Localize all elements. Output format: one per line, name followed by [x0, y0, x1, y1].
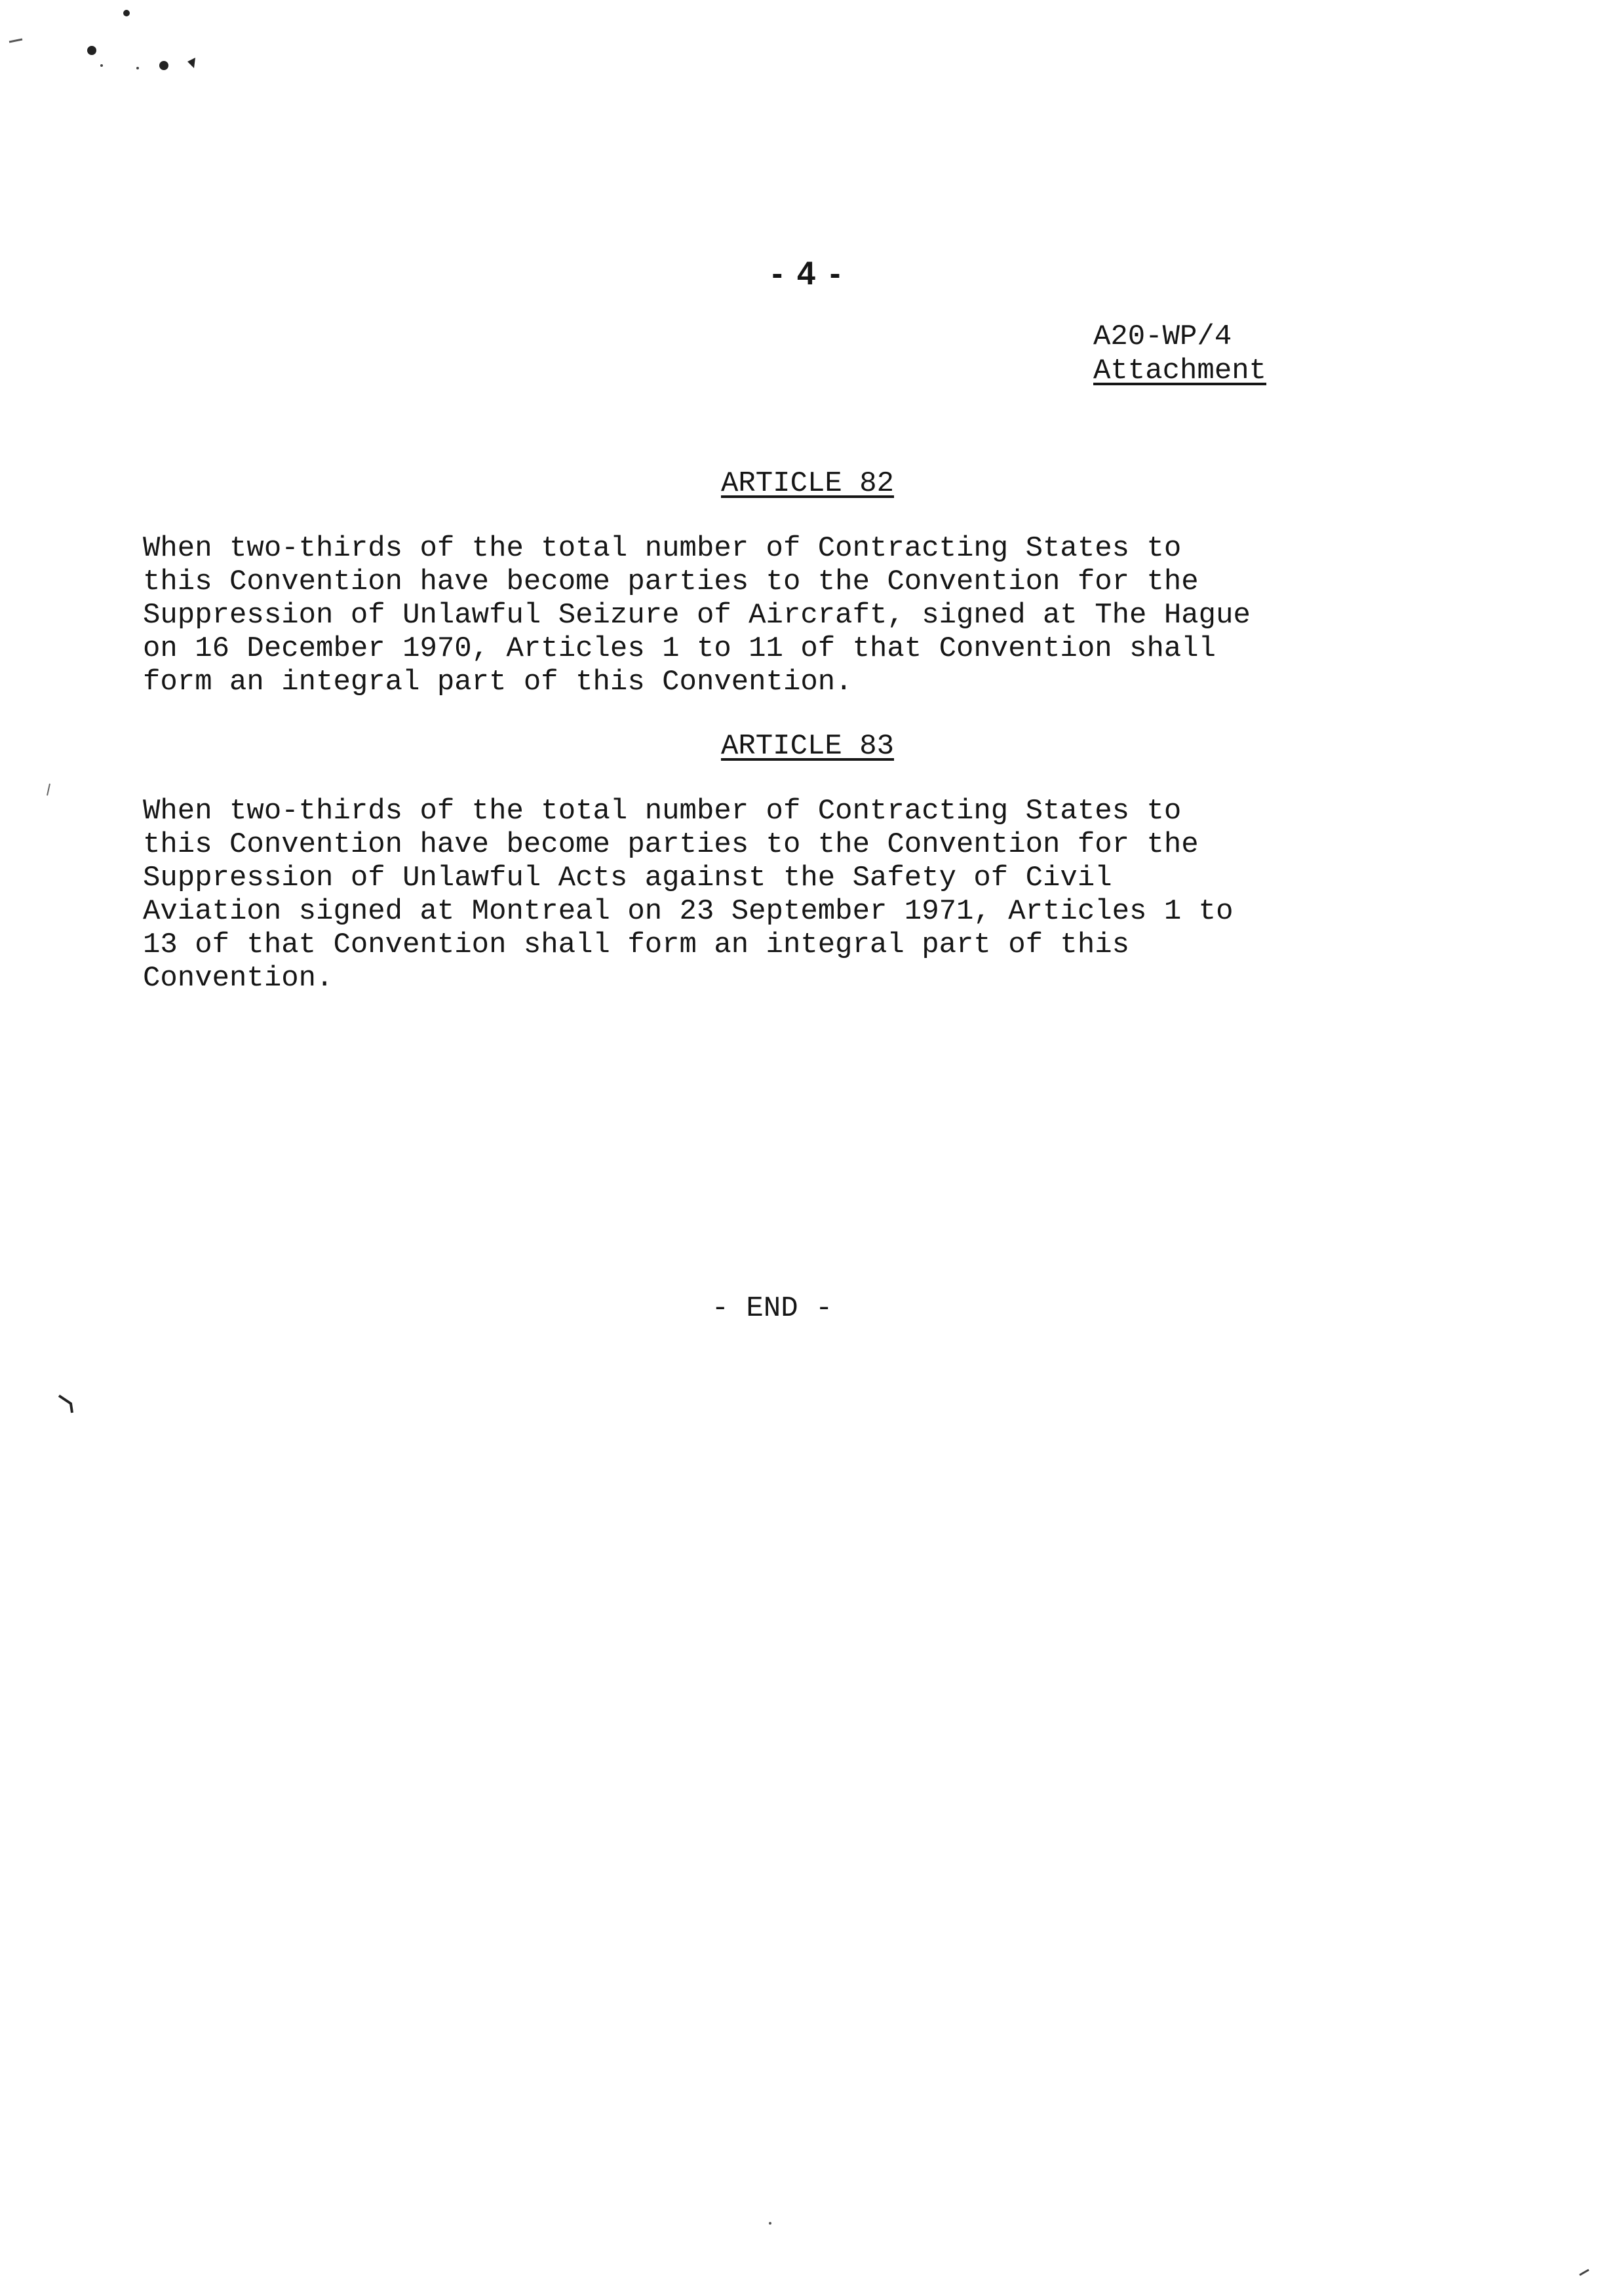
document-reference: [1093, 320, 1266, 388]
document-code: A20-WP/4: [1093, 320, 1232, 353]
article-83-text: [143, 795, 1473, 995]
article-text-line: 13 of that Convention shall form an integral part of this: [143, 928, 1130, 961]
end-marker: - END -: [711, 1292, 833, 1325]
attachment-label: Attachment: [1093, 354, 1267, 387]
article-text-line: Convention.: [143, 962, 334, 995]
article-text-line: Aviation signed at Montreal on 23 September 1971, Articles 1 to: [143, 895, 1234, 928]
article-text-line: When two-thirds of the total number of Contracting States to: [143, 532, 1182, 565]
article-text-line: this Convention have become parties to the Convention for the: [143, 565, 1199, 598]
article-text-line: Suppression of Unlawful Acts against the Safety of Civil: [143, 862, 1112, 894]
page-number: - 4 -: [771, 255, 844, 292]
article-text-line: When two-thirds of the total number of Contracting States to: [143, 795, 1182, 828]
article-text-line: this Convention have become parties to the Convention for the: [143, 828, 1199, 861]
article-82-text: [143, 532, 1473, 699]
article-82-heading: ARTICLE 82: [720, 467, 895, 500]
article-83-heading: ARTICLE 83: [720, 730, 895, 763]
article-text-line: on 16 December 1970, Articles 1 to 11 of that Convention shall: [143, 632, 1216, 665]
article-text-line: form an integral part of this Convention.: [143, 666, 853, 698]
article-text-line: Suppression of Unlawful Seizure of Aircraft, signed at The Hague: [143, 599, 1251, 632]
